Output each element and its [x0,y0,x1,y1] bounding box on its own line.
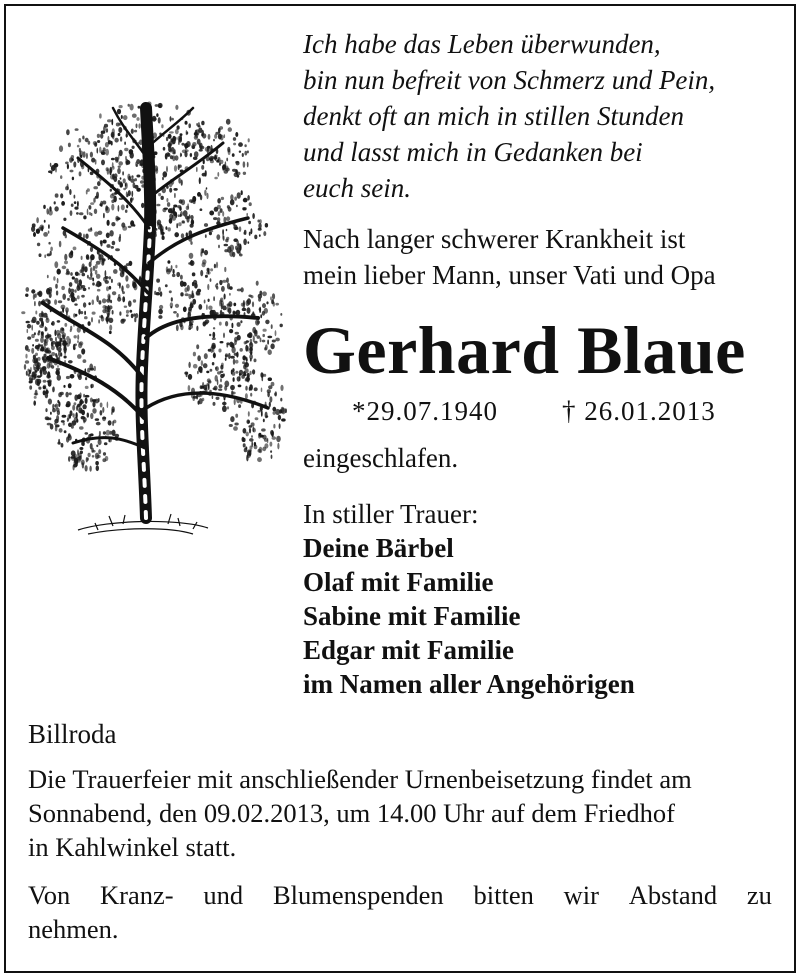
request-word: und [203,880,244,910]
request-word: Kranz- [100,880,174,910]
donation-request [28,878,772,946]
deceased-name: Gerhard Blaue [303,312,746,388]
mourner-item: im Namen aller Angehörigen [303,669,635,699]
request-line-2: nehmen. [28,914,119,944]
ceremony-line: Sonnabend, den 09.02.2013, um 14.00 Uhr auf dem Friedhof [28,798,675,828]
birth-date: *29.07.1940 [352,396,498,426]
place-name: Billroda [28,719,117,749]
request-word: wir [563,880,599,910]
mourner-item: Deine Bärbel [303,533,454,563]
poem [303,26,783,206]
request-word: Abstand [628,880,718,910]
ceremony-text [28,762,772,864]
mourning-section [303,497,635,701]
mourning-label: In stiller Trauer: [303,499,479,529]
poem-line: euch sein. [303,173,411,203]
mourner-item: Olaf mit Familie [303,567,494,597]
poem-line: bin nun befreit von Schmerz und Pein, [303,65,716,95]
death-date: † 26.01.2013 [562,396,716,426]
ceremony-line: Die Trauerfeier mit anschließender Urnenbeisetzung findet am [28,764,692,794]
intro-line: mein lieber Mann, unser Vati und Opa [303,260,716,290]
mourner-item: Sabine mit Familie [303,601,521,631]
intro-line: Nach langer schwerer Krankheit ist [303,224,686,254]
birch-tree-icon [18,88,288,548]
mourners-list [303,531,635,701]
request-word: zu [746,880,772,910]
passed-text: eingeschlafen. [303,443,459,473]
request-word: Von [28,880,71,910]
poem-line: Ich habe das Leben überwunden, [303,29,661,59]
poem-line: denkt oft an mich in stillen Stunden [303,101,684,131]
request-line-1 [28,878,772,912]
mourner-item: Edgar mit Familie [303,635,514,665]
poem-line: und lasst mich in Gedanken bei [303,137,643,167]
request-word: Blumenspenden [272,880,444,910]
request-word: bitten [473,880,534,910]
intro-text [303,221,783,293]
ceremony-line: in Kahlwinkel statt. [28,832,237,862]
